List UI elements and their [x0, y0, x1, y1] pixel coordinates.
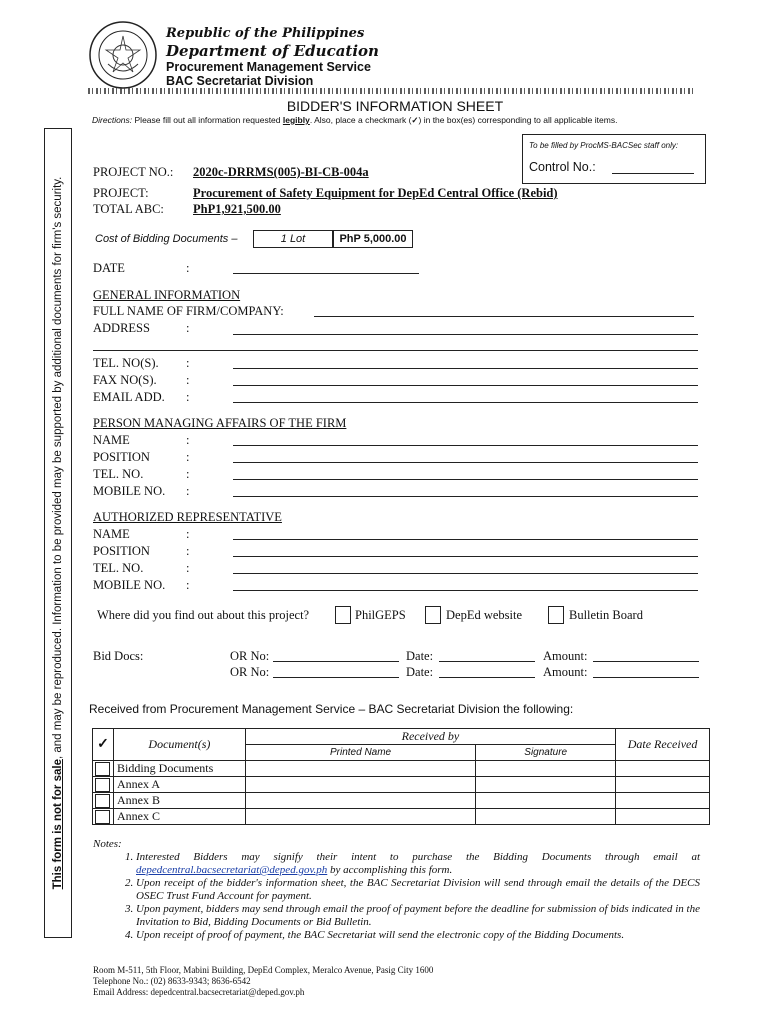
control-label: Control No.: — [529, 160, 596, 174]
deped-seal-logo — [88, 20, 158, 90]
row-signature[interactable] — [476, 777, 616, 793]
bulletin-board-checkbox[interactable] — [548, 606, 564, 624]
general-heading: GENERAL INFORMATION — [93, 288, 241, 302]
notes-heading: Notes: — [93, 838, 122, 850]
table-header-row — [93, 729, 710, 745]
email-colon: : — [186, 390, 190, 404]
note-item — [136, 851, 700, 877]
row-signature[interactable] — [476, 793, 616, 809]
bulletin-board-label: Bulletin Board — [569, 608, 643, 622]
row-document: Annex C — [113, 809, 245, 825]
division-heading: BAC Secretariat Division — [166, 74, 314, 88]
deped-website-label: DepEd website — [446, 608, 523, 622]
email-link[interactable]: depedcentral.bacsecretariat@deped.gov.ph — [136, 864, 328, 876]
row-printed-name[interactable] — [245, 761, 476, 777]
note-item: 4. Upon receipt of proof of payment, the BAC Secretariat will send the electronic copy of the Bidding Documents. — [136, 929, 700, 942]
source-question: Where did you find out about this project? — [97, 608, 310, 622]
amount-label-1: Amount: — [543, 649, 588, 663]
tel-nos-colon: : — [186, 356, 190, 370]
side-text-rest: , and may be reproduced. Information to be provided may be supported by additional documents for firm's security. — [52, 176, 64, 760]
address-field-1[interactable] — [233, 334, 698, 335]
republic-heading: Republic of the Philippines — [166, 26, 365, 41]
amount-label-2: Amount: — [543, 665, 588, 679]
managing-position-colon: : — [186, 450, 190, 464]
or-no-label-2: OR No: — [230, 665, 270, 679]
date-label-1: Date: — [406, 649, 434, 663]
email-field[interactable] — [233, 402, 698, 403]
table-row — [93, 777, 710, 793]
cost-amount-box — [333, 230, 413, 248]
managing-position-field[interactable] — [233, 462, 698, 463]
or-no-label-1: OR No: — [230, 649, 270, 663]
authorized-tel-label: TEL. NO. — [93, 561, 144, 575]
total-abc-label: TOTAL ABC: — [93, 202, 164, 216]
managing-mobile-colon: : — [186, 484, 190, 498]
cost-label: Cost of Bidding Documents – — [95, 233, 238, 245]
date-label-2: Date: — [406, 665, 434, 679]
managing-mobile-label: MOBILE NO. — [93, 484, 166, 498]
directions-text-a: Please fill out all information requested — [132, 115, 283, 125]
email-label: EMAIL ADD. — [93, 390, 165, 404]
signature-header: Signature — [476, 745, 616, 761]
fax-nos-field[interactable] — [233, 385, 698, 386]
footer-telephone: Telephone No.: (02) 8633-9343; 8636-6542 — [93, 976, 251, 986]
bid-docs-label: Bid Docs: — [93, 649, 144, 663]
or-no-field-1[interactable] — [273, 661, 399, 662]
annex-c-checkbox[interactable] — [95, 810, 110, 824]
control-note: To be filled by ProcMS-BACSec staff only: — [529, 141, 679, 150]
tel-nos-field[interactable] — [233, 368, 698, 369]
authorized-position-label: POSITION — [93, 544, 150, 558]
bid-date-field-2[interactable] — [439, 677, 535, 678]
fax-nos-label: FAX NO(S). — [93, 373, 157, 387]
directions-text-b: . Also, place a checkmark ( — [309, 115, 412, 125]
authorized-name-label: NAME — [93, 527, 130, 541]
directions-legibly: legibly — [282, 115, 310, 125]
side-note — [52, 133, 64, 933]
authorized-mobile-colon: : — [186, 578, 190, 592]
amount-field-2[interactable] — [593, 677, 699, 678]
project-name-value: Procurement of Safety Equipment for DepEd Central Office (Rebid) — [193, 186, 558, 200]
row-date-received[interactable] — [616, 793, 710, 809]
or-no-field-2[interactable] — [273, 677, 399, 678]
row-date-received[interactable] — [616, 777, 710, 793]
managing-position-label: POSITION — [93, 450, 150, 464]
decorative-border — [88, 88, 694, 94]
row-date-received[interactable] — [616, 761, 710, 777]
control-box — [522, 134, 706, 184]
notes-list — [114, 851, 700, 942]
note-item: 3. Upon payment, bidders may send through email the proof of payment before the deadline for submission of bids indicated in the Invitation to Bid, Bidding Documents or Bid Bulletin. — [136, 903, 700, 929]
authorized-mobile-label: MOBILE NO. — [93, 578, 166, 592]
firm-name-label: FULL NAME OF FIRM/COMPANY: — [93, 304, 284, 318]
department-heading: Department of Education — [166, 42, 379, 60]
tel-nos-label: TEL. NO(S). — [93, 356, 159, 370]
authorized-position-field[interactable] — [233, 556, 698, 557]
date-label: DATE — [93, 261, 125, 275]
received-by-header: Received by — [245, 729, 615, 745]
note-1-text: Interested Bidders may signify their intent to purchase the Bidding Documents through email at — [136, 851, 700, 863]
row-signature[interactable] — [476, 809, 616, 825]
authorized-heading: AUTHORIZED REPRESENTATIVE — [93, 510, 282, 524]
not-for-sale-text: This form is not for sale — [52, 759, 64, 890]
table-row — [93, 809, 710, 825]
note-1-end: by accomplishing this form. — [327, 864, 453, 876]
cost-lot-box — [253, 230, 333, 248]
date-received-header: Date Received — [616, 729, 710, 761]
total-abc-value: PhP1,921,500.00 — [193, 202, 281, 216]
control-number-field[interactable] — [612, 173, 694, 174]
directions-text-c: ) in the box(es) corresponding to all applicable items. — [418, 115, 618, 125]
address-colon: : — [186, 321, 190, 335]
managing-tel-label: TEL. NO. — [93, 467, 144, 481]
address-label: ADDRESS — [93, 321, 150, 335]
row-printed-name[interactable] — [245, 777, 476, 793]
row-printed-name[interactable] — [245, 809, 476, 825]
row-checkbox-cell — [93, 777, 114, 793]
row-checkbox-cell — [93, 809, 114, 825]
footer-address: Room M-511, 5th Floor, Mabini Building, DepEd Complex, Meralco Avenue, Pasig City 1600 — [93, 965, 434, 975]
directions-label: Directions: — [92, 115, 133, 125]
fax-nos-colon: : — [186, 373, 190, 387]
service-heading: Procurement Management Service — [166, 60, 371, 74]
project-no-label: PROJECT NO.: — [93, 165, 174, 179]
managing-tel-field[interactable] — [233, 479, 698, 480]
firm-name-field[interactable] — [314, 316, 694, 317]
check-header: ✓ — [93, 729, 114, 761]
cost-amount: PhP 5,000.00 — [339, 233, 407, 245]
received-statement: Received from Procurement Management Service – BAC Secretariat Division the following: — [89, 702, 574, 716]
managing-mobile-field[interactable] — [233, 496, 698, 497]
project-name-label: PROJECT: — [93, 186, 149, 200]
row-printed-name[interactable] — [245, 793, 476, 809]
deped-website-checkbox[interactable] — [425, 606, 441, 624]
authorized-tel-colon: : — [186, 561, 190, 575]
date-field[interactable] — [233, 273, 419, 274]
authorized-name-colon: : — [186, 527, 190, 541]
managing-name-field[interactable] — [233, 445, 698, 446]
row-signature[interactable] — [476, 761, 616, 777]
note-item: 2. Upon receipt of the bidder's information sheet, the BAC Secretariat Division will send through email the details of the DECS OSEC Trust Fund Account for payment. — [136, 877, 700, 903]
printed-name-header: Printed Name — [245, 745, 476, 761]
philgeps-checkbox[interactable] — [335, 606, 351, 624]
managing-name-label: NAME — [93, 433, 130, 447]
amount-field-1[interactable] — [593, 661, 699, 662]
row-checkbox-cell — [93, 761, 114, 777]
project-no-value: 2020c-DRRMS(005)-BI-CB-004a — [193, 165, 369, 179]
managing-name-colon: : — [186, 433, 190, 447]
checkmark-icon: ✓ — [411, 115, 419, 125]
annex-b-checkbox[interactable] — [95, 794, 110, 808]
row-checkbox-cell — [93, 793, 114, 809]
address-field-2[interactable] — [93, 350, 698, 351]
footer-email: Email Address: depedcentral.bacsecretariat@deped.gov.ph — [93, 987, 305, 997]
table-row — [93, 793, 710, 809]
row-document: Bidding Documents — [113, 761, 245, 777]
document-header: Document(s) — [113, 729, 245, 761]
authorized-position-colon: : — [186, 544, 190, 558]
received-table — [92, 728, 710, 825]
form-title: BIDDER'S INFORMATION SHEET — [286, 98, 504, 114]
bidding-documents-checkbox[interactable] — [95, 762, 110, 776]
table-row — [93, 761, 710, 777]
row-date-received[interactable] — [616, 809, 710, 825]
authorized-mobile-field[interactable] — [233, 590, 698, 591]
directions — [92, 115, 617, 126]
cost-lot: 1 Lot — [280, 233, 306, 245]
annex-a-checkbox[interactable] — [95, 778, 110, 792]
authorized-tel-field[interactable] — [233, 573, 698, 574]
bid-date-field-1[interactable] — [439, 661, 535, 662]
managing-tel-colon: : — [186, 467, 190, 481]
date-colon: : — [186, 261, 190, 275]
authorized-name-field[interactable] — [233, 539, 698, 540]
row-document: Annex B — [113, 793, 245, 809]
philgeps-label: PhilGEPS — [355, 608, 406, 622]
row-document: Annex A — [113, 777, 245, 793]
managing-heading: PERSON MANAGING AFFAIRS OF THE FIRM — [93, 416, 347, 430]
